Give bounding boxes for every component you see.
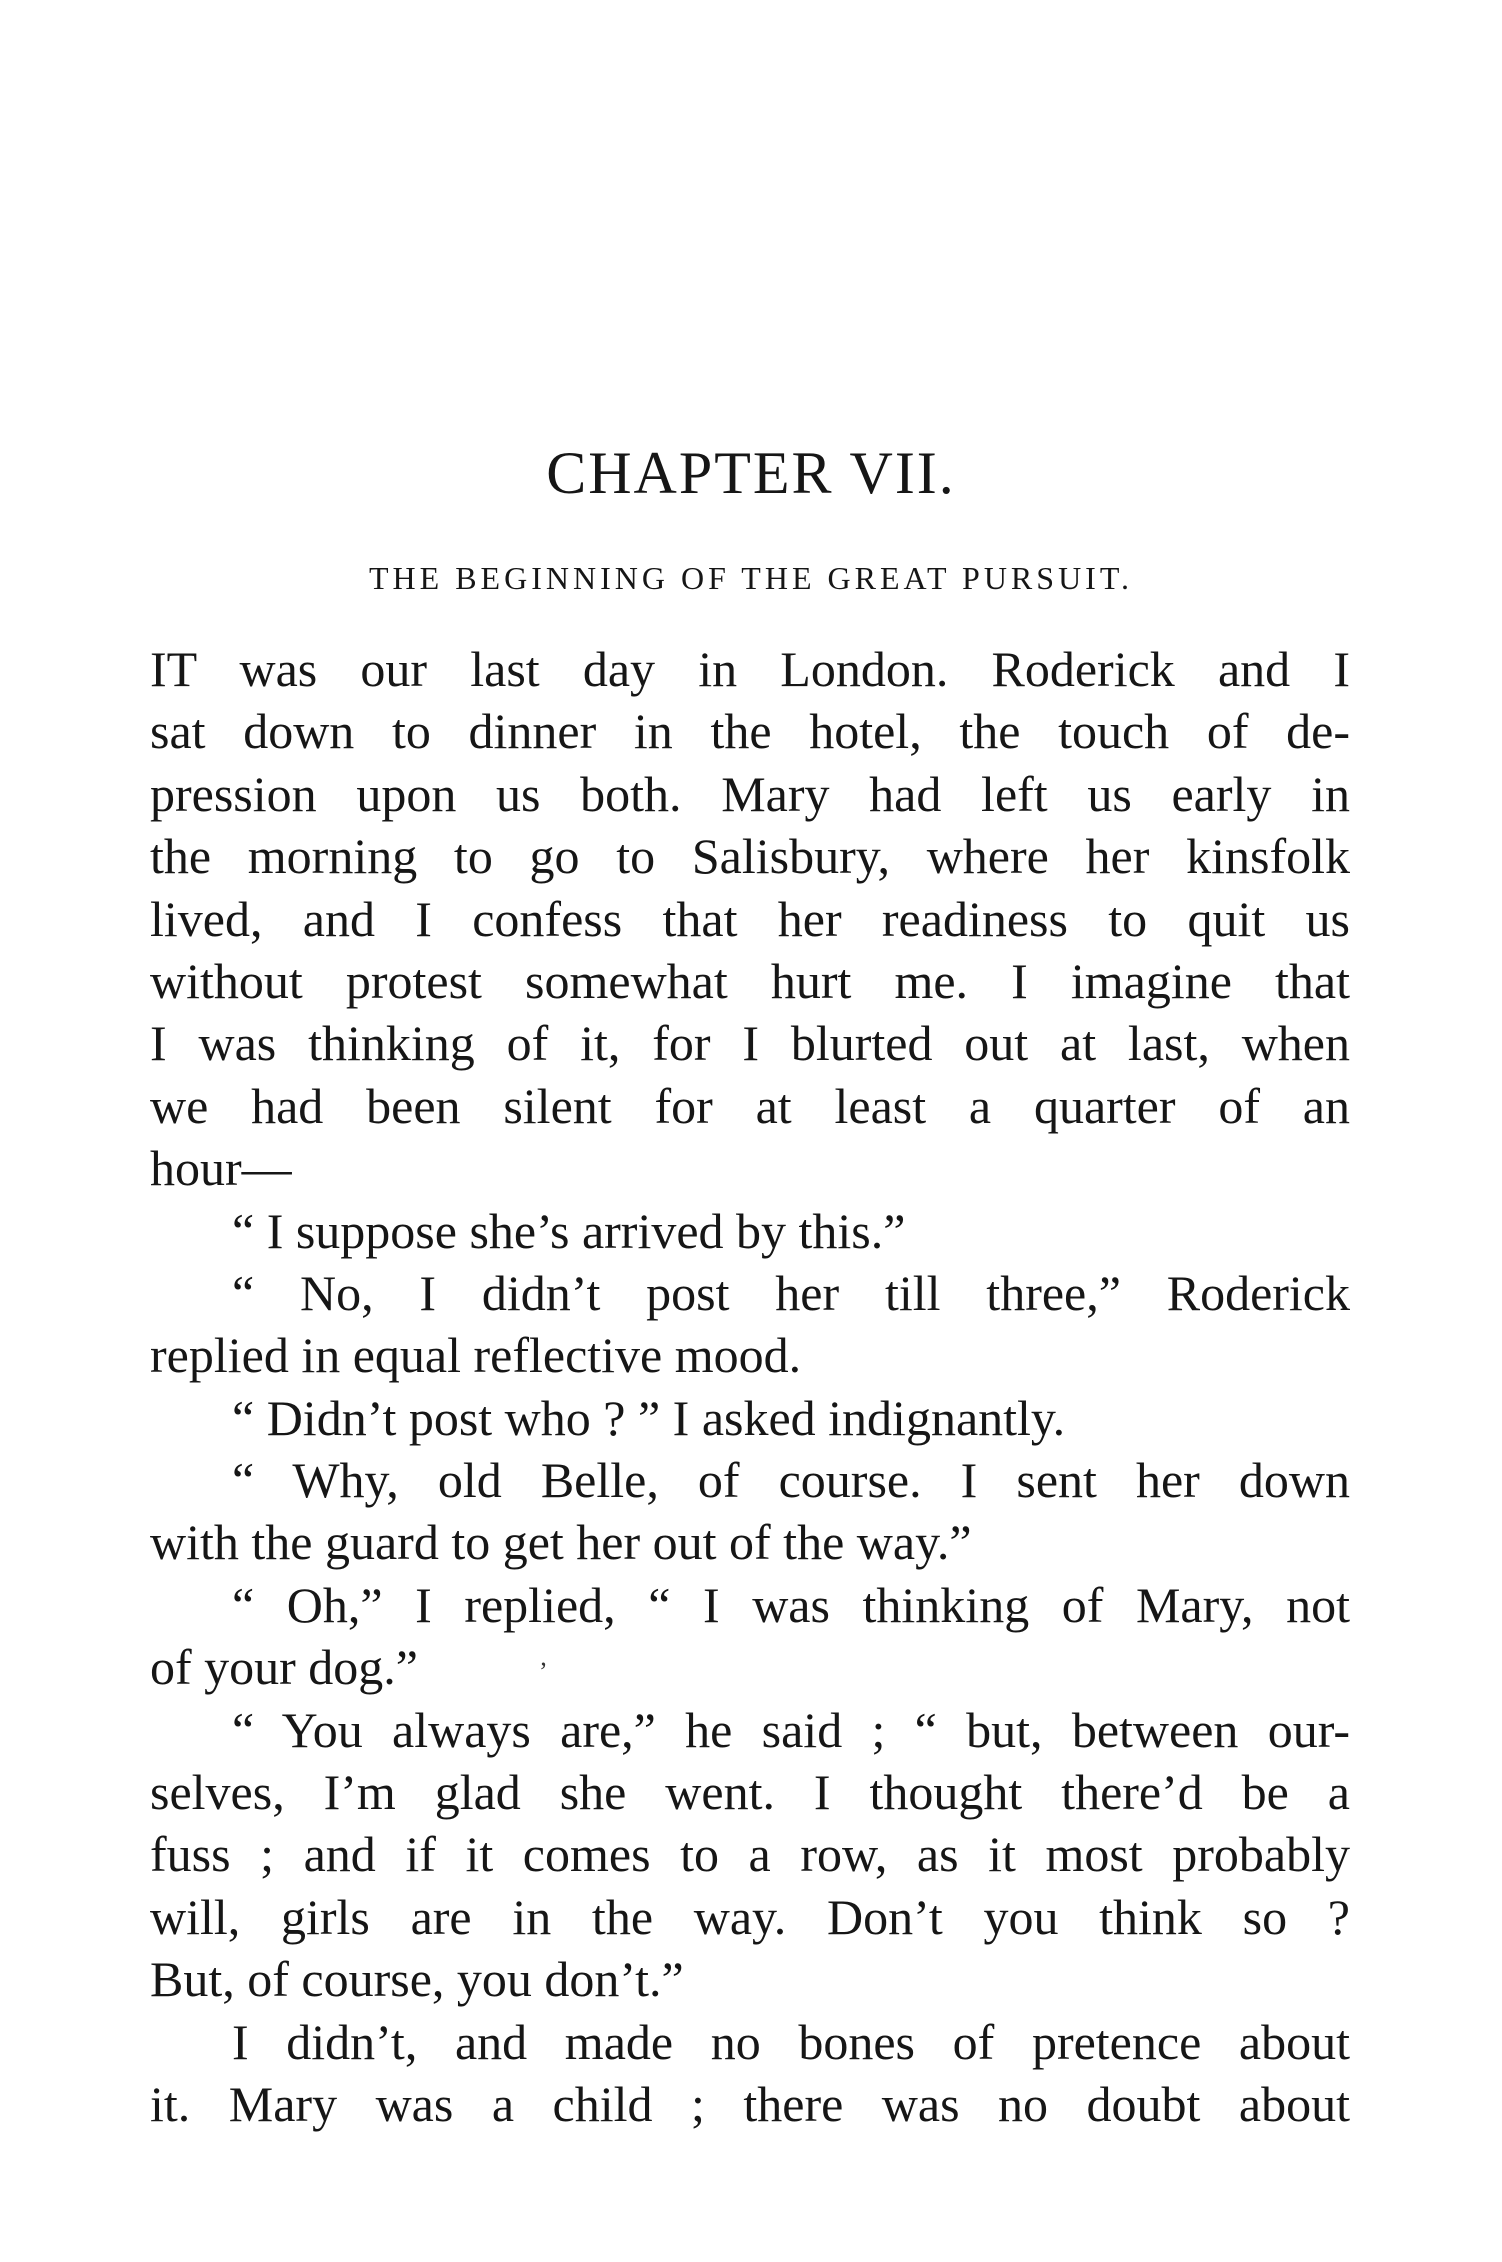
text-line: without protest somewhat hurt me. I imagine that bbox=[150, 952, 1350, 1009]
text-line: we had been silent for at least a quarter of an bbox=[150, 1077, 1350, 1134]
text-line: hour— bbox=[150, 1140, 292, 1197]
chapter-title: CHAPTER VII. bbox=[546, 440, 956, 506]
text-line: of your dog.” bbox=[150, 1639, 418, 1696]
chapter-subtitle: THE BEGINNING OF THE GREAT PURSUIT. bbox=[369, 560, 1133, 596]
text-line: lived, and I confess that her readiness to quit us bbox=[150, 890, 1350, 947]
text-line: will, girls are in the way. Don’t you think so ? bbox=[150, 1888, 1350, 1945]
text-line: “ Why, old Belle, of course. I sent her down bbox=[232, 1452, 1350, 1509]
text-line: “ Didn’t post who ? ” I asked indignantly. bbox=[232, 1389, 1066, 1446]
body-text bbox=[150, 638, 1350, 2135]
text-line: selves, I’m glad she went. I thought there’d be a bbox=[150, 1764, 1350, 1821]
text-line: fuss ; and if it comes to a row, as it most probably bbox=[150, 1826, 1350, 1883]
text-line: pression upon us both. Mary had left us early in bbox=[150, 765, 1350, 822]
text-line: IT was our last day in London. Roderick and I bbox=[150, 641, 1350, 697]
text-line: sat down to dinner in the hotel, the touch of de- bbox=[150, 703, 1350, 760]
text-line: the morning to go to Salisbury, where her kinsfolk bbox=[150, 828, 1350, 885]
text-line: I was thinking of it, for I blurted out at last, when bbox=[150, 1015, 1350, 1072]
stray-ink-mark: ’ bbox=[539, 1657, 548, 1686]
text-line: I didn’t, and made no bones of pretence about bbox=[232, 2013, 1350, 2070]
text-line: “ No, I didn’t post her till three,” Roderick bbox=[232, 1264, 1350, 1321]
text-line: “ I suppose she’s arrived by this.” bbox=[232, 1202, 906, 1259]
text-line: But, of course, you don’t.” bbox=[150, 1951, 684, 2008]
text-line: replied in equal reflective mood. bbox=[150, 1327, 802, 1384]
text-line: it. Mary was a child ; there was no doubt about bbox=[150, 2075, 1350, 2132]
text-line: “ You always are,” he said ; “ but, between our- bbox=[232, 1701, 1350, 1758]
text-line: with the guard to get her out of the way.” bbox=[150, 1514, 972, 1571]
text-line: “ Oh,” I replied, “ I was thinking of Mary, not bbox=[232, 1576, 1350, 1633]
